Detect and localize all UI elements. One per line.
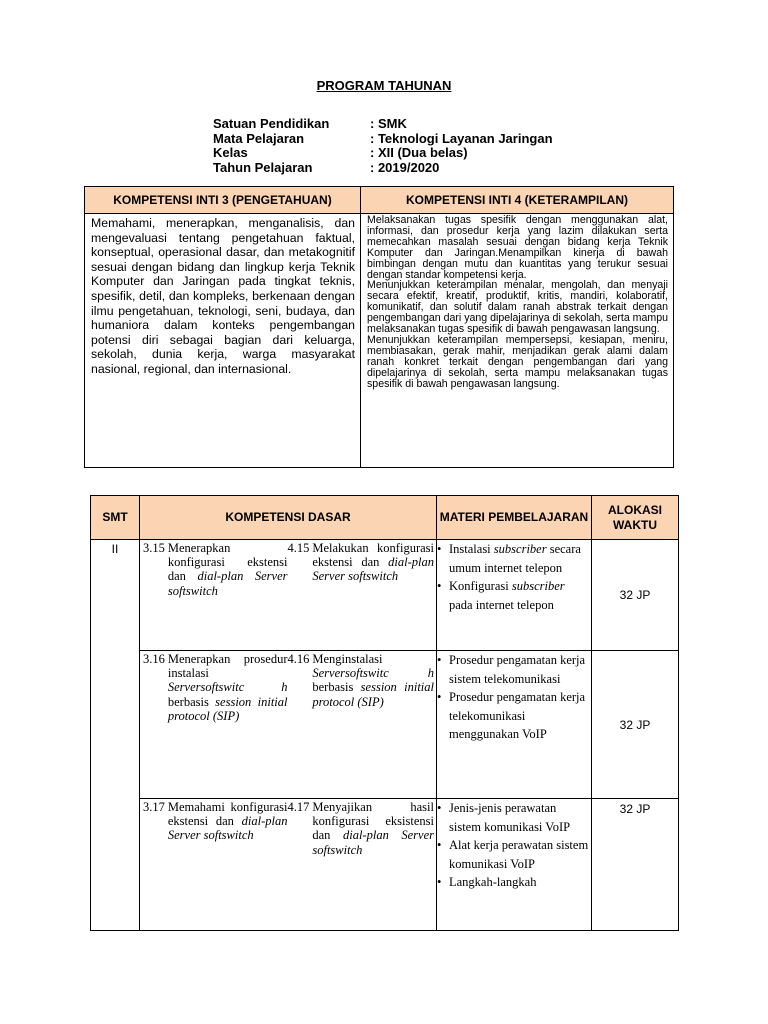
- info-key: Satuan Pendidikan: [213, 116, 330, 131]
- kd-text-part: Menerapkan konfigurasi ekstensi dan: [167, 541, 288, 584]
- kd-text: [312, 652, 434, 723]
- info-row: [213, 132, 553, 147]
- ki3-header: KOMPETENSI INTI 3 (PENGETAHUAN): [85, 187, 361, 214]
- kd-header: KOMPETENSI DASAR: [140, 496, 437, 540]
- list-item: • Prosedur pengamatan kerja sistem telekomunikasi: [437, 651, 591, 688]
- alokasi-cell: 32 JP: [592, 651, 679, 799]
- kd-text-part: berbasis: [312, 680, 361, 695]
- table-row: [91, 540, 679, 651]
- kd-text-italic: dial-plan Server softswitch: [167, 814, 288, 843]
- materi-text: Langkah-langkah: [449, 875, 537, 890]
- kd4-item: [288, 652, 435, 723]
- kd-number: 4.15: [287, 541, 310, 555]
- document-title: PROGRAM TAHUNAN: [316, 78, 452, 93]
- kd-text-italic: Serversoftswitc h: [312, 666, 434, 681]
- kd-text: [312, 800, 434, 857]
- kd-number: 4.16: [287, 652, 310, 666]
- materi-text: Prosedur pengamatan kerja sistem telekomunikasi: [449, 653, 586, 686]
- list-item: • Langkah-langkah: [437, 873, 591, 892]
- kd-text-italic: dial-plan Server softswitch: [312, 828, 434, 857]
- materi-text: Instalasi: [449, 542, 494, 556]
- materi-text: Konfigurasi: [449, 579, 512, 594]
- kd-cell: [140, 540, 437, 651]
- alokasi-cell: 32 JP: [592, 540, 679, 651]
- kd-text-italic: dial-plan Server softswitch: [312, 555, 434, 584]
- alokasi-cell: 32 JP: [592, 799, 679, 931]
- kompetensi-dasar-table: [90, 495, 679, 931]
- kd-number: 4.17: [287, 800, 310, 814]
- kd-text: [168, 652, 288, 723]
- ki4-header: KOMPETENSI INTI 4 (KETERAMPILAN): [361, 187, 674, 214]
- kd3-item: [143, 541, 288, 598]
- materi-text: Alat kerja perawatan sistem komunikasi VoIP: [449, 838, 589, 871]
- materi-cell: [437, 540, 592, 651]
- kd-number: 3.16: [143, 652, 165, 666]
- info-row: [213, 117, 553, 132]
- kd-text-italic: dial-plan Server softswitch: [167, 569, 288, 598]
- identity-block: [213, 117, 553, 175]
- kd-text: [312, 541, 434, 598]
- materi-text: Prosedur pengamatan kerja telekomunikasi menggunakan VoIP: [449, 690, 586, 742]
- materi-cell: [437, 799, 592, 931]
- kd-text: [168, 541, 288, 598]
- materi-cell: [437, 651, 592, 799]
- kompetensi-inti-table: [84, 186, 674, 468]
- kd-text-italic: session initial protocol (SIP): [312, 680, 434, 709]
- materi-text-italic: subscriber: [511, 579, 565, 594]
- kd-text-part: Menyajikan hasil konfigurasi eksistensi dan: [312, 800, 434, 843]
- materi-text: Jenis-jenis perawatan sistem komunikasi VoIP: [449, 801, 571, 834]
- list-item: • Instalasi subscriber secara umum internet telepon: [437, 542, 581, 575]
- kd-text-part: Memahami konfigurasi ekstensi dan: [167, 800, 288, 829]
- kd3-item: [143, 800, 288, 857]
- kd3-item: [143, 652, 288, 723]
- kd-number: 3.15: [143, 541, 165, 555]
- kd4-item: [288, 541, 435, 598]
- ki4-text: [361, 214, 674, 468]
- kd-number: 3.17: [143, 800, 165, 814]
- kd-text-part: berbasis: [167, 694, 216, 709]
- info-value: : SMK: [370, 116, 407, 131]
- materi-header: MATERI PEMBELAJARAN: [437, 496, 592, 540]
- ki4-paragraph: Menunjukkan keterampilan menalar, mengolah, dan menyaji secara efektif, kreatif, produktif, kritis, mandiri, kolaboratif, komunikatif, dan solutif dalam ranah abstrak terkait dengan pengembangan dari yang dipelajarinya di sekolah, serta mampu melaksanakan tugas spesifik di bawah pengawasan langsung.: [367, 279, 668, 336]
- ki3-text: Memahami, menerapkan, menganalisis, dan mengevaluasi tentang pengetahuan faktual, konseptual, operasional dasar, dan metakognitif sesuai dengan bidang dan lingkup kerja Teknik Komputer dan Jaringan pada tingkat teknis, spesifik, detil, dan kompleks, berkenaan dengan ilmu pengetahuan, teknologi, seni, budaya, dan humaniora dalam konteks pengembangan potensi diri sebagai bagian dari keluarga, sekolah, dunia kerja, warga masyarakat nasional, regional, dan internasional.: [85, 214, 361, 468]
- info-row: [213, 161, 553, 176]
- kd-text: [168, 800, 288, 857]
- info-key: Kelas: [213, 145, 248, 160]
- alokasi-header: ALOKASI WAKTU: [592, 496, 679, 540]
- info-key: Mata Pelajaran: [213, 130, 305, 146]
- list-item: • Konfigurasi subscriber pada internet telepon: [437, 579, 565, 612]
- materi-text-italic: subscriber: [493, 542, 547, 556]
- list-item: • Alat kerja perawatan sistem komunikasi VoIP: [437, 836, 591, 873]
- info-row: [213, 146, 553, 161]
- kd-cell: [140, 651, 437, 799]
- info-value: : Teknologi Layanan Jaringan: [370, 130, 553, 146]
- materi-text: secara umum internet telepon: [449, 542, 581, 575]
- kd-text-part: Menginstalasi: [312, 652, 383, 666]
- kd-cell: [140, 799, 437, 931]
- table-row: [91, 651, 679, 799]
- ki4-paragraph: Melaksanakan tugas spesifik dengan menggunakan alat, informasi, dan prosedur kerja yang lazim dilakukan serta memecahkan masalah sesuai dengan bidang kerja Teknik Komputer dan Jaringan.Menampilkan kinerja di bawah bimbingan dengan mutu dan kuantitas yang terukur sesuai dengan standar kompetensi kerja.: [367, 214, 668, 281]
- info-value: : 2019/2020: [370, 159, 440, 175]
- kd4-item: [288, 800, 435, 857]
- kd-text-italic: Serversoftswitc h: [167, 680, 288, 695]
- kd-text-part: Menerapkan prosedur instalasi: [167, 652, 288, 681]
- ki4-paragraph: Menunjukkan keterampilan mempersepsi, kesiapan, meniru, membiasakan, gerak mahir, menjadikan gerak alami dalam ranah konkret terkait dengan pengembangan dari yang dipelajarinya di sekolah, serta mampu melaksanakan tugas spesifik di bawah pengawasan langsung.: [367, 333, 668, 390]
- kd-text-italic: session initial protocol (SIP): [167, 694, 288, 723]
- info-key: Tahun Pelajaran: [213, 159, 313, 175]
- table-row: [91, 799, 679, 931]
- kd-text-part: Melakukan konfigurasi ekstensi dan: [312, 541, 434, 570]
- smt-cell: II: [91, 540, 140, 931]
- materi-text: pada internet telepon: [449, 597, 554, 612]
- smt-header: SMT: [91, 496, 140, 540]
- list-item: • Prosedur pengamatan kerja telekomunikasi menggunakan VoIP: [437, 688, 591, 744]
- list-item: • Jenis-jenis perawatan sistem komunikasi VoIP: [437, 799, 591, 836]
- info-value: : XII (Dua belas): [370, 145, 468, 160]
